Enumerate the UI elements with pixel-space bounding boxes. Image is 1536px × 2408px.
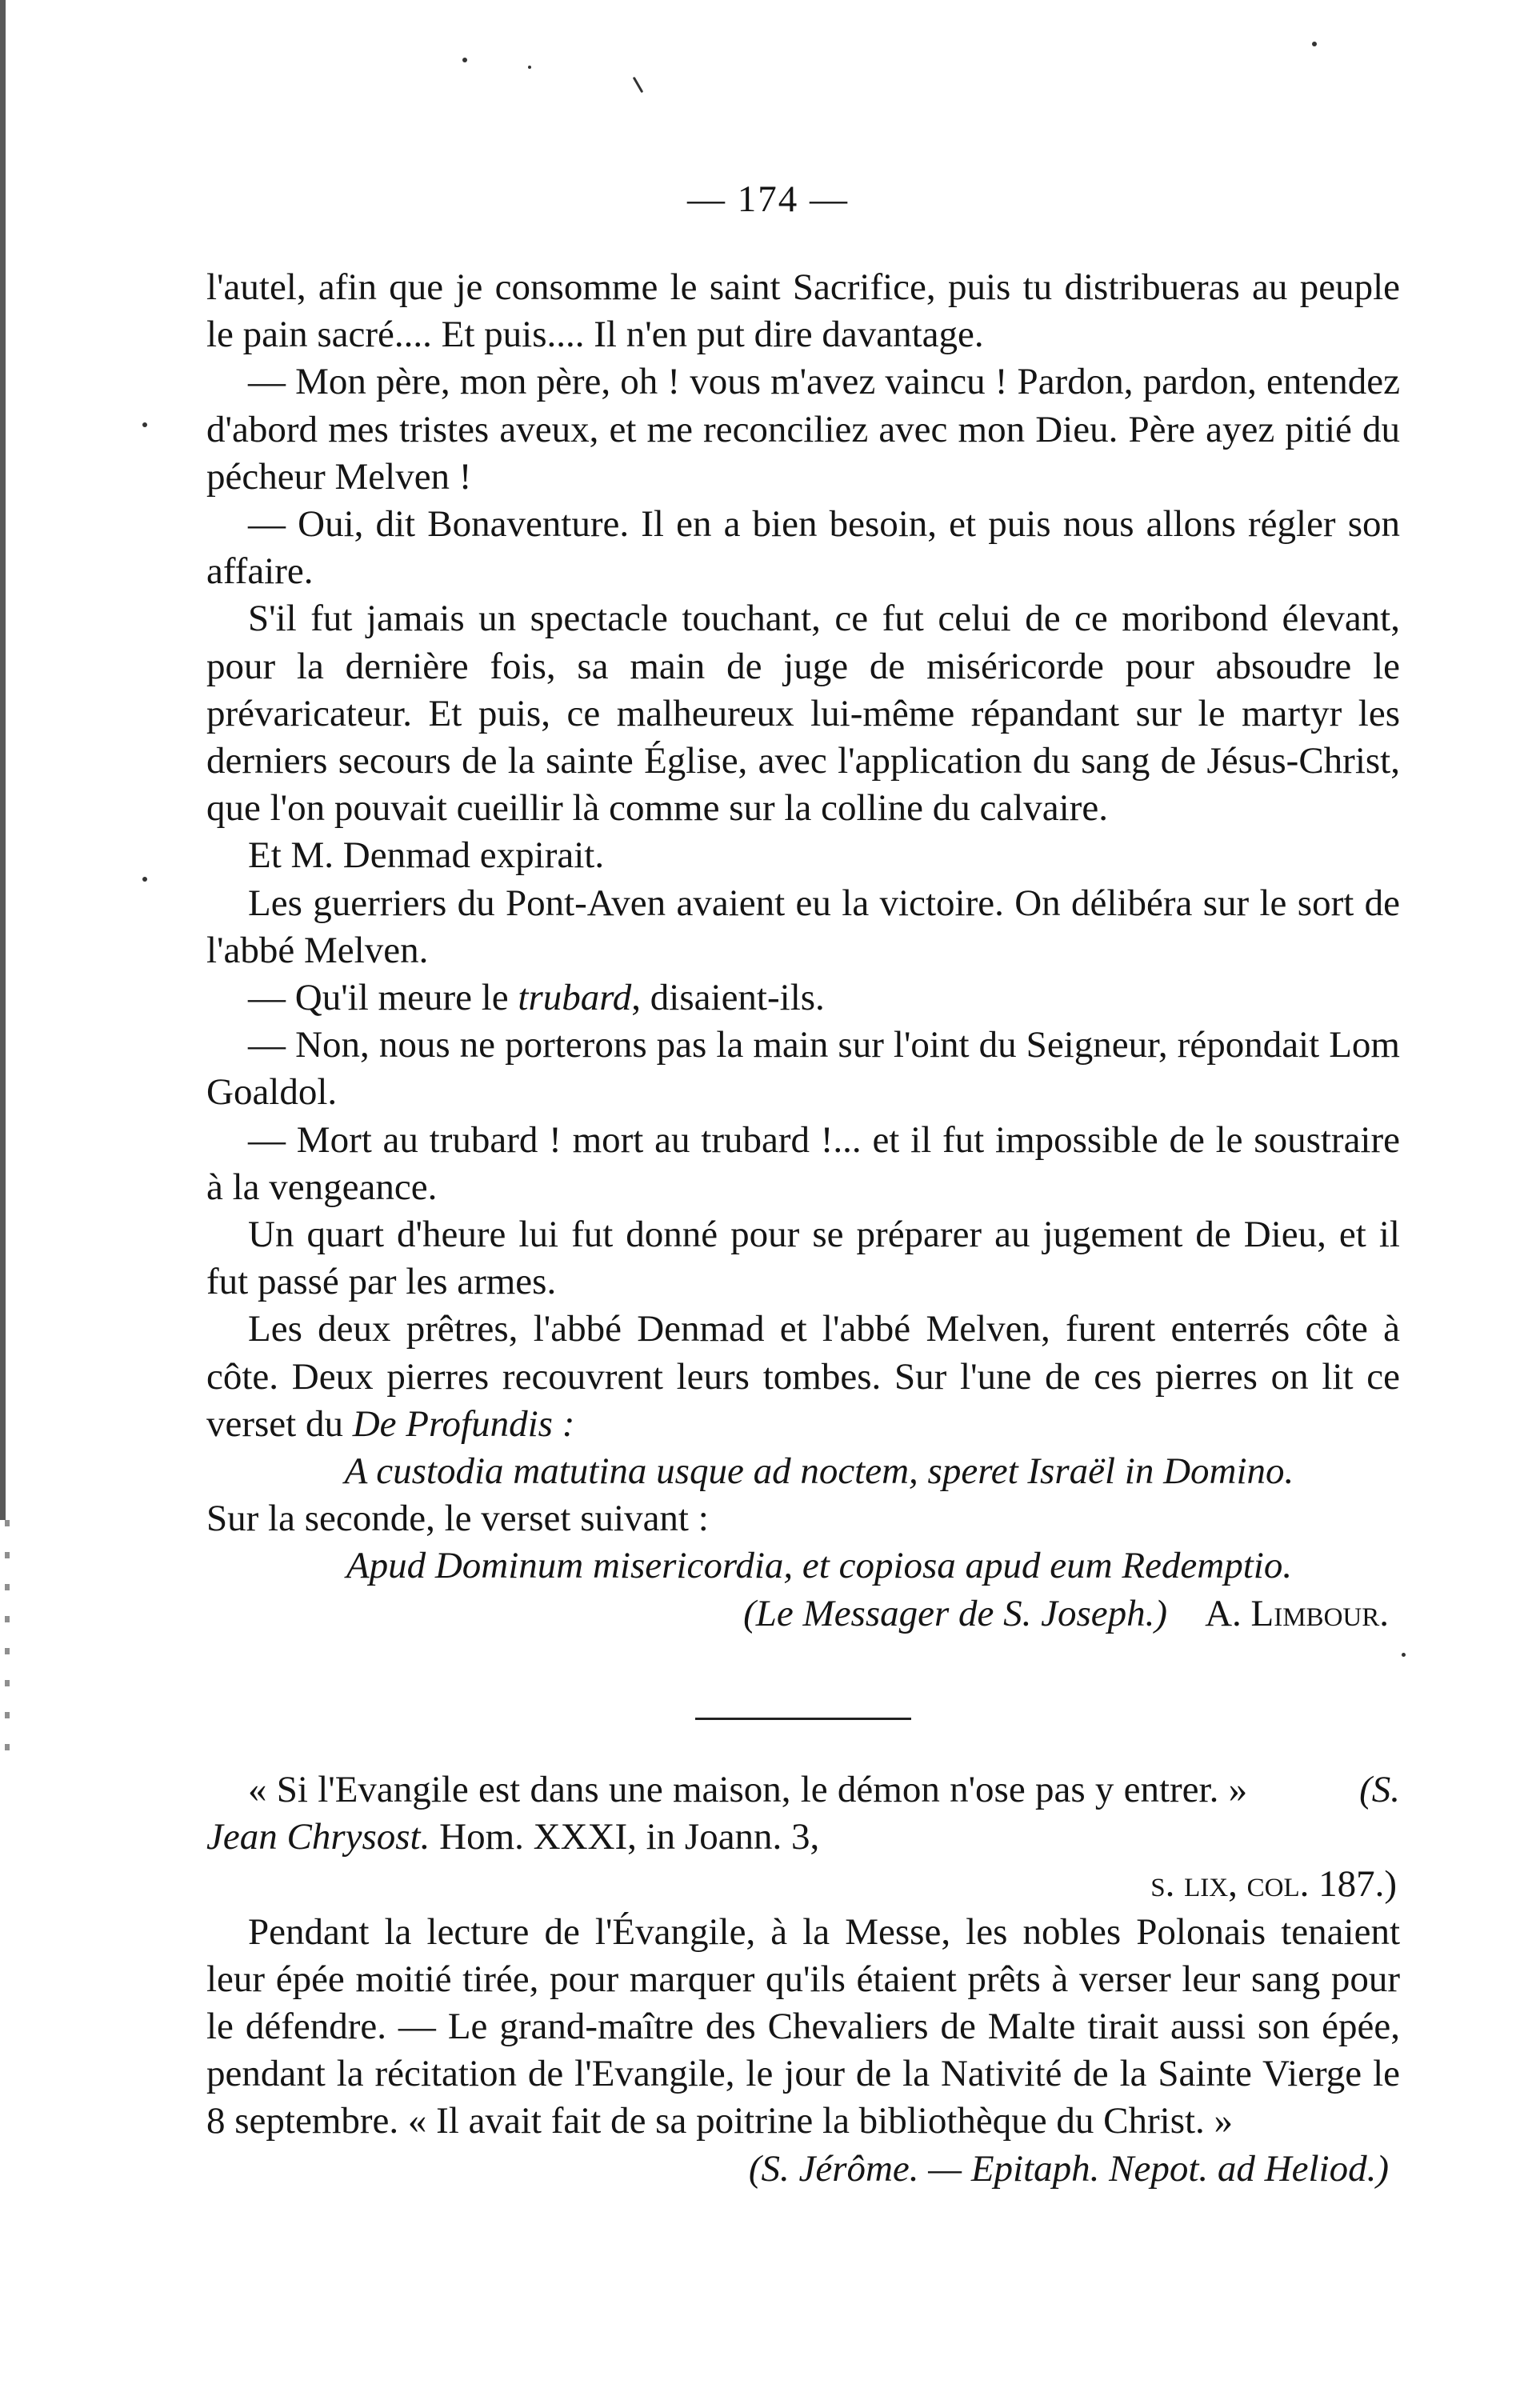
paragraph: Un quart d'heure lui fut donné pour se préparer au jugement de Dieu, et il fut passé par les armes. <box>206 1214 1400 1303</box>
author-name: Limbour. <box>1250 1592 1389 1634</box>
paragraph-text: Les deux prêtres, l'abbé Denmad et l'abbé Melven, furent enterrés côte à côte. Deux pierres recouvrent leurs tombes. Sur l'une de ces pierres on lit ce verset du <box>206 1308 1400 1445</box>
paragraph: S'il fut jamais un spectacle touchant, ce fut celui de ce moribond élevant, pour la dernière fois, sa main de juge de miséricorde pour absoudre le prévaricateur. Et puis, ce malheureux lui-même répandant sur le martyr les derniers secours de la sainte Église, avec l'application du sang de Jésus-Christ, que l'on pouvait cueillir là comme sur la colline du calvaire. <box>206 598 1400 830</box>
paragraph: l'autel, afin que je consomme le saint Sacrifice, puis tu distribueras au peuple le pain sacré.... Et puis.... Il n'en put dire davantage. <box>206 266 1400 356</box>
paragraph: Les guerriers du Pont-Aven avaient eu la victoire. On délibéra sur le sort de l'abbé Melven. <box>206 882 1400 971</box>
quote-text: « Si l'Evangile est dans une maison, le démon n'ose pas y entrer. » <box>248 1768 1248 1810</box>
quote-ref-detail: Hom. XXXI, in Joann. 3, <box>439 1816 820 1858</box>
paragraph: — Mon père, mon père, oh ! vous m'avez vaincu ! Pardon, pardon, entendez d'abord mes tristes aveux, et me reconciliez avec mon Dieu. Père ayez pitié du pécheur Melven ! <box>206 361 1400 498</box>
scan-speck <box>528 66 531 69</box>
latin-verse: Apud Dominum misericordia, et copiosa apud eum Redemptio. <box>346 1545 1293 1587</box>
final-reference <box>206 2146 1400 2193</box>
binding-edge-marks <box>5 1520 10 1760</box>
scan-speck <box>142 422 147 427</box>
scan-speck <box>1402 1653 1406 1657</box>
quote <box>206 1766 1400 1861</box>
paragraph: — Non, nous ne porterons pas la main sur l'oint du Seigneur, répondait Lom Goaldol. <box>206 1024 1400 1114</box>
psalm-title: De Profundis : <box>352 1402 575 1445</box>
paragraph: Et M. Denmad expirait. <box>248 834 605 877</box>
scan-speck <box>462 58 467 62</box>
latin-verse: A custodia matutina usque ad noctem, speret Israël in Domino. <box>344 1450 1294 1493</box>
author-initial: A. <box>1205 1592 1242 1634</box>
quote-ref-line <box>206 1861 1400 1908</box>
page-number: — 174 — <box>687 178 849 220</box>
dialogue-text: , disaient-ils. <box>631 977 825 1019</box>
dialogue-text: — Qu'il meure le <box>248 977 518 1019</box>
paragraph: — Oui, dit Bonaventure. Il en a bien besoin, et puis nous allons régler son affaire. <box>206 503 1400 593</box>
scan-speck <box>142 877 147 882</box>
italic-word: trubard <box>518 977 632 1019</box>
quote-ref-line2: s. lix, col. 187.) <box>1150 1863 1397 1906</box>
final-ref-text: (S. Jérôme. — Epitaph. Nepot. ad Heliod.) <box>748 2147 1389 2190</box>
paragraph: Sur la seconde, le verset suivant : <box>206 1498 709 1540</box>
section-divider <box>695 1718 911 1720</box>
attribution-source: (Le Messager de S. Joseph.) <box>743 1592 1168 1634</box>
paragraph <box>206 974 1400 1022</box>
binding-edge <box>0 0 14 1520</box>
paragraph: Pendant la lecture de l'Évangile, à la Messe, les nobles Polonais tenaient leur épée moitié tirée, pour marquer qu'ils étaient prêts à verser leur sang pour le défendre. — Le grand-maître des Chevaliers de Malte tirait aussi son épée, pendant la récitation de l'Evangile, le jour de la Nativité de la Sainte Vierge le 8 septembre. « Il avait fait de sa poitrine la bibliothèque du Christ. » <box>206 1910 1400 2142</box>
paragraph <box>206 1306 1400 1448</box>
scan-speck <box>1312 42 1317 46</box>
scan-speck <box>633 77 644 94</box>
attribution <box>206 1590 1400 1638</box>
quote-ref-author: (S. Jean Chrysost. <box>206 1768 1400 1858</box>
paragraph: — Mort au trubard ! mort au trubard !... et il fut impossible de le soustraire à la vengeance. <box>206 1118 1400 1208</box>
body-text <box>206 264 1400 2193</box>
